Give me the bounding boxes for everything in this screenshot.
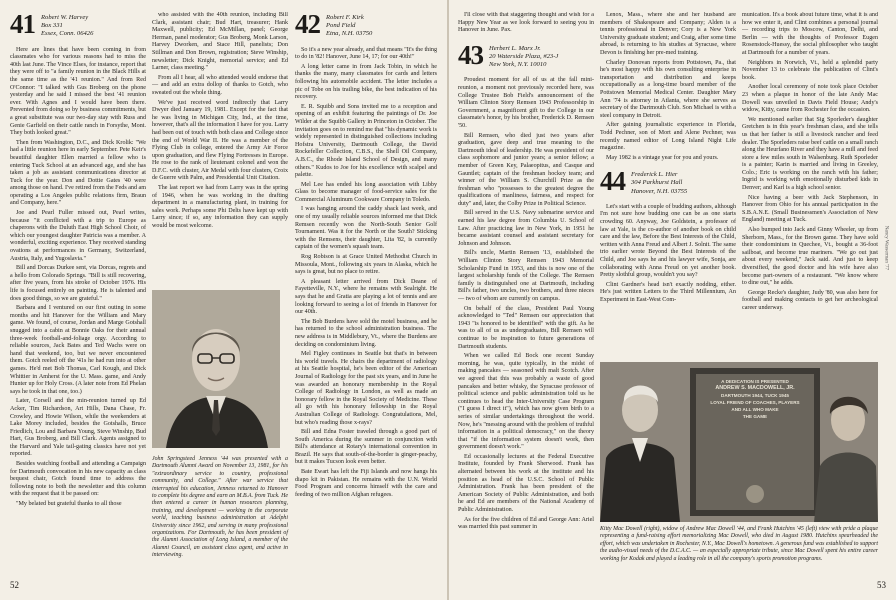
class-year-42: 42: [295, 12, 320, 39]
paragraph: "My belated but grateful thanks to all those: [16, 501, 122, 508]
paragraph: Let's start with a couple of budding authors, although I'm not sure how budding one can be as one starts crowding 60. Anyway, Joe Goldstein, a professor of law at Yale, is the co-author of another book on child care and the law, Before the Best Interests of the Child, written with Anna Freud and Albert J. Solnit. The same trio earlier wrote Beyond the Best Interests of the Child, and Joe says he and his lawyer wife, Sonja, are collaborating with Anna Freud on yet another book. Pretty slothful group, wouldn't you say?: [600, 203, 736, 279]
secretary-address-44: Frederick L. Hier 304 Parkhurst Hall Hanover, N.H. 03755: [631, 171, 688, 195]
paragraph: So it's a new year already, and that means "It's the thing to do in '82! Hanover, June 14, 17; for our 40th!": [295, 46, 437, 61]
paragraph: Later, Corsell and the min-reunion turned up Ed Acker, Tim Richardson, Art Hills, Dana Chase, Fr. Crowley, and Howie Wilson, while the weekenders at Lake Morey included, besides the Gotshalls, Bruce Friedlich, Lou and Barbara Young, Steve Winship, Bud Hart, Gus Broberg, and Bill Clark. Agents assigned to the Harvard and Yale tail-gating classics have not yet reported.: [10, 398, 146, 458]
paragraph: On behalf of the class, President Paul Young acknowledged to "Ted" Remsen our appreciation that 1943 "is honored to be identified" with the gift. As he was to all of us as undergraduates, Bill Remsen will continue to be inspiration to future generations of Dartmouth students.: [458, 305, 594, 350]
jenness-photo-caption: John Springsteed Jenness '44 was presented with a Dartmouth Alumni Award on November 13, 1981, for his "extraordinary service to country, professional community, and College." After war service that interrupted his education, Jenness returned to Hanover to complete his degree and earn an M.B.A. from Tuck. He then entered a career in human resources planning, training, and development — working in the corporate world, teaching business administration at Adelphi University since 1962, and serving in many professional organizations. For Dartmouth, he has been president of the Alumni Association of Long Island, a member of the Alumni Council, an assistant class agent, and active in interviewing.: [152, 456, 288, 559]
paragraph: I'll close with that staggering thought and wish for a Happy New Year as we look forward to seeing you in Hanover in June. Pax.: [458, 12, 594, 34]
paragraph: Nice having a beer with Jack Stephenson, in Hanover from Ohio for his annual participation in the S.B.A.N.E. (Small Businessmen's Association of New England) meeting at Tuck.: [742, 194, 878, 224]
paragraph: Here are lines that have been coming in from classmates who for various reasons had to miss the 40th last June. The Vince Elses, for instance, report that they were off to "a family reunion in the Black Hills at the same time as the '41 reunion." And from Red O'Connor: "I talked with Gus Broberg on the phone yesterday and he said I missed the best '41 reunion ever. With Agnes and I would have been there. Prevented from doing so by business commitments, but a great substitute was our two-day stay with Russ and Genie Garfield on their cattle ranch in Forsythe, Mont. They both looked great.": [10, 46, 146, 137]
paragraph: Charley Donovan reports from Pottstown, Pa., that he's most happy with his own consulting enterprise in transportation and distribution and keeps occupationally as a long-time board member of the Pottstown Memorial Medical Center. Daughter Mary Ann '74 is attorney in Atlanta, where she serves as secretary of the Dartmouth Club. Son Michael is with a steel company in Detroit.: [600, 59, 736, 119]
paragraph: A pleasant letter arrived from Dick Deane of Fayetteville, N.Y., where he remains with Sealright. He says that he and Gratia are playing a lot of tennis and are looking forward to seeing a lot of friends in Hanover for our 40th.: [295, 278, 437, 316]
paragraph: From all I hear, all who attended would endorse that — and add an extra dollop of thanks to Gotch, who sweated out the whole thing.: [152, 74, 288, 96]
paragraph: Bill and Edna Foster traveled through a good part of South America during the summer in conjunction with Bill's attendance at Rotary's international convention in Brazil. He says that south-of-the-border is ginger-peachy, but it makes Tucson look even better.: [295, 429, 437, 466]
paragraph: Bill's uncle, Martin Remsen '13, established the William Clinton Story Remsen 1943 Memorial Scholarship Fund in 1953, and this is now one of the largest scholarship funds of the College. The Remsen family is distinguished one at Dartmouth, including Bill's father, two uncles, two brothers, and three nieces — two of whom are currently on campus.: [458, 250, 594, 303]
jenness-portrait-photo: [152, 290, 280, 448]
paragraph: Besides watching football and attending a Campaign for Dartmouth convocation in his new capacity as class bequest chair, Gotch found time to address the following note to both the newsletter and this column with the request that it be passed on:: [10, 461, 146, 498]
paragraph: May 1982 is a vintage year for you and yours.: [606, 154, 719, 161]
paragraph: Proudest moment for all of us at the fall mini-reunion, a moment not previously recorded here, was College Trustee Bob Field's announcement of the William Clinton Story Remsen 1943 Professorship in Government, a magnificent gift to the College in our classmate's honor, by his brother, Frederick D. Remsen '50.: [458, 77, 594, 129]
paragraph: The last report we had from Larry was in the spring of 1946, when he was working in the drafting department in a manufacturing plant, in training for sales work. Perhaps some Phi Delts have kept up with Larry since; if so, any information they can supply would be most welcome.: [152, 185, 288, 230]
class-1944-continued-column: [742, 12, 878, 358]
paragraph: Also bumped into Jack and Ginny Wheeler, up from Sherborn, Mass., for the Brown game. They have sold their condominium in Quechee, Vt., bought a 36-foot sailboat, and become true mariners. "We go out just about every weekend," Jack said. And just to keep diversified, the good doctor and his wife have also become part-owners of a restaurant. "We know where to dine out," he adds.: [742, 227, 878, 287]
paragraph: Barbara and I ventured on our first outing in some months and hit Hanover for the William and Mary game. We found, of course, Jordan and Marge Gotshall snugged into a cabin at Bonnie Oaks for their annual three-week football-and-foliage orgy. According to reliable sources, Jack Bates and Ted Wachs were on hand that weekend, too, but we never encountered them. Gotch reeled off the '41s he had run into at other games. He'd met Bob Thomas, Carl Kough, and Dick Whittier in Amherst for the U. Mass. game, and Andy Hunter up for Holy Cross. (A later note from Ed Phelan says he took in that one, too.): [10, 305, 146, 395]
paragraph: Mel Lee has ended his long association with Libby Glass to become manager of food-service sales for the Commercial Aluminum Cookware Company in Toledo.: [295, 181, 437, 203]
paragraph: A long letter came in from Jack Tobin, in which he thanks the many, many classmates for cards and letters following his automobile accident. The letter includes a pic of Tobe on his trailing bike, the best indication of his recovery.: [295, 63, 437, 101]
page-number-right: 53: [877, 580, 886, 590]
paragraph: Bill and Dorcas Durkee sent, via Dorcas, regrets and a hello from Colorado Springs. "Bill is still recovering, after five years, from his stroke of October 1976. His life is focused entirely on painting. He is talented and does good things, so we are grateful.": [10, 265, 146, 302]
paragraph: We mentioned earlier that Sig Sporleder's daughter Gretchen is in this year's freshman class, and she tells us that her father is still a livestock rancher and feed dealer. The Sporleders raise beef cattle on a small ranch along the Heurfano River and they have a mill and feed store a few miles south in Walsenburg. Ruth Sporleder is a painter; Karin is married and living in Greeley, Colo.; Eric is working on the ranch with his father; Ingrid is working with emotionally disturbed kids in Denver; and Karl is a high school senior.: [742, 116, 878, 192]
plaque-dedication-photo: [600, 362, 878, 522]
spine-gutter: [447, 0, 449, 600]
class-year-44: 44: [600, 166, 625, 197]
paragraph: Bill served in the U.S. Navy submarine service and earned his law degree from Columbia U. School of Law. After practicing law in New York, in 1951 he became assistant counsel and assistant secretary for Johnson and Johnson.: [458, 210, 594, 247]
class-1943-column: [458, 12, 594, 582]
class-year-43: 43: [458, 39, 483, 70]
paragraph: George Recke's daughter, Judy '80, was also here for football and making contacts to get her archeological career underway.: [742, 289, 878, 311]
paragraph: As for the five children of Ed and George Ann: Ariel was married this past summer in: [458, 516, 594, 531]
portrait-image: [152, 290, 280, 448]
class-1944-column: [600, 12, 736, 362]
paragraph: Ed occasionally lectures at the Federal Executive Institute, founded by Frank Sherwood. Frank has alternated between his work at the institute and his position as head of the U.S.C. School of Public Administration. Frank has been president of the American Society of Public Administration, and both he and Ed are members of the National Academy of Public Administration.: [458, 453, 594, 514]
paragraph: Mel Figley continues in Seattle but that's in between his world travels. He chairs the department of radiology at his Seattle hospital, he's been editor of the American Journal of Radiology for the past six years, and in June he was awarded an honorary membership in the Royal College of Radiology in London, as well as made an honorary fellow in the Royal Society of Medicine. These all go with his honorary fellowship in the Royal Australian College of Radiology. Congratulations, Mel, but who's reading those x-rays?: [295, 351, 437, 426]
paragraph: After gaining journalistic experience in Florida, Todd Pechner, son of Mort and Alene Pechner, was recently named editor of Long Island Night Life magazine.: [600, 122, 736, 152]
paragraph: Lenox, Mass., where she and her husband are members of Shakespeare and Company; Alden is a tennis professional in Denver; Cory is a New York University graduate student; and Craig, after some time abroad, is returning to his studies at Syracuse, where Devon is finishing her pre-med training.: [600, 12, 736, 56]
secretary-address-41: Robert W. Harvey Box 331 Essex, Conn. 06426: [41, 14, 94, 38]
plaque-inscription: A DEDICATION IS PRESENTED ANDREW S. MACDOWELL, JR. DARTMOUTH 1944, TUCK 1945 LOYAL FRIEND OF COACHES, PLAYERS AND ALL WHO MAKE THE GAME: [710, 379, 800, 419]
paragraph: We've just received word indirectly that Larry Dwyer died January 19, 1981. Except for the fact that he was living in Michigan City, Ind., at the time, however, that's all the information I have for you. Larry had been out of touch with both class and College since the end of World War II. He was a member of the Flying Club in college, entered the Army Air Force upon graduation, and flew Flying Fortresses in Europe. He rose to the rank of lieutenant colonel and won the D.F.C. with cluster, Air Medal with four clusters, Croix de Guerre with Palm, and Presidential Unit Citation.: [152, 99, 288, 182]
paragraph: The Bob Burdens have sold the motel business, and he has returned to the school administration business. The new address is in Middlebury, Vt., where the Burdens are deciding on condominium living.: [295, 318, 437, 348]
paragraph: Bate Ewart has left the Fiji Islands and now hangs his diapo kit in Pakistan. He remains with the U.N. World Food Program and concerns himself with the care and feeding of two million Afghan refugees.: [295, 469, 437, 498]
paragraph: Neighbors in Norwich, Vt., held a splendid party November 13 to celebrate the publication of Clint's book.: [742, 59, 878, 81]
photo-credit: Nancy Wasserman '77: [883, 225, 888, 270]
class-year-41: 41: [10, 12, 35, 39]
class-1941-continued-column: [152, 12, 288, 280]
plaque-photo-caption: Kitty Mac Dowell (right), widow of Andrew Mac Dowell '44, and Frank Hutchins '45 (left) view with pride a plaque representing a fund-raising effort memorializing Mac Dowell, who died in August 1980. Hutchins spearheaded the effort, which was undertaken in Rochester, N.Y., Mac Dowell's hometown. A generous fund was established to support the audio-visual needs of the D.C.A.C. — an especially appropriate tribute, since Mac Dowell spent his entire career working for Kodak and played a leading role in all the company's sports promotion programs.: [600, 526, 878, 562]
paragraph: Bill Remsen, who died just two years after graduation, gave deep and true meaning to the Dartmouth ideal of leadership. He was president of our class sophomore and junior years; a senior fellow; a member of Green Key, Palaeopitus, and Casque and Gauntlet; captain of the freshman hockey team; and winner of the William S. Churchill Prize as the freshman who "possesses to the greatest degree the qualifications of manliness, fairness, and respect for duty" and, later, the Colby Prize in Political Science.: [458, 132, 594, 207]
page-number-left: 52: [10, 580, 19, 590]
paragraph: E. R. Squibb and Sons invited me to a reception and opening of an exhibit featuring the paintings of Dr. Joe Wilder at the Squibb Gallery in Princeton in October. The invitation goes on to remind me that "his dynamic work is widely represented in distinguished collections including Hofstra University, Dartmouth College, the David Rockefeller Collection, C.B.S., the Shell Oil Company, A.B.C., the Rhode Island School of Design, and many others." Kudos to Joe for his excellence with scalpel and palette.: [295, 103, 437, 179]
paragraph: Another local ceremony of note took place October 23 when a plaque in honor of the late Andy Mac Dowell was unveiled in Davis Field House; Andy's widow, Kitty, came from Rochester for the occasion.: [742, 84, 878, 114]
paragraph: Clint Gardner's head isn't exactly nodding, either. He's just written Letters to the Third Millennium, An Experiment in East-West Com-: [600, 281, 736, 304]
class-1942-column: [295, 12, 437, 582]
secretary-address-42: Robert F. Kirk Pond Field Etna, N.H. 03750: [326, 14, 373, 38]
paragraph: I was hanging around the caddy shack last week, and one of my usually reliable sources informed me that Dick Remsen recently won the North-South Senior Golf Tournament. Was it for the North or the South? Sticking with the Remsens, their daughter, Lita '82, is currently captain of the women's squash team.: [295, 206, 437, 251]
paragraph: munication. It's a book about future time, what it is and how we enter it, and Clint combines a personal journal — recording trips to Moscow, Canton, Delhi, and Berlin — with the thoughts of Professor Eugen Rosenstock-Huessy, the social philosopher who taught at Dartmouth for a number of years.: [742, 12, 878, 56]
paragraph: who assisted with the 40th reunion, including Bill Clark, assistant chair; Bud Hart, treasurer; Hank Maxwell, publicity; Ed McMillan, panel; George Herman, panel moderator; Gus Broberg, Monk Larson, Harvey Dworken, and Stace Hill, panelists; Don Stillman and Don Brown, registration; Steve Winship, newsletter; Dick Knight, memorial service; and Ed Larner, class meeting.": [152, 12, 288, 72]
paragraph: When we called Ed Bock one recent Sunday morning, he was, quite typically, in the midst of making pancakes — seasoned with malt Scotch. After we agreed that this was probably a waste of good pancakes and better whisky, the Syracuse professor of political science and public administration told us he continues to head the Inter-University Case Program ("I guess I direct it"), which has now given birth to a series of similar undertakings throughout the world. Now, he's "messing around with the problem of truthful information in a political democracy," on the theory that "if the information system doesn't work, then government doesn't work.": [458, 353, 594, 451]
paragraph: Rog Robison is at Grace United Methodist Church in Missoula, Mont., following six years in Alaska, which he says is great, but no place to retire.: [295, 254, 437, 276]
paragraph: Joe and Pearl Fuller missed out, Pearl writes, because "it conflicted with a trip to Europe as chaperons with the Duluth East High School Choir, of which our youngest daughter Patricia was a member. A wonderful, exciting experience. They received standing ovations at performances in Germany, Switzerland, Austria, Italy, and Yugoslavia.": [10, 210, 146, 262]
class-1941-column: [10, 12, 146, 582]
secretary-address-43: Herbert L. Marx Jr. 20 Waterside Plaza, #23-J New York, N.Y. 10010: [489, 44, 559, 69]
paragraph: Then from Washington, D.C., and Dick Krolik: "We had a little reunion here in early September. Pete Keir's beautiful daughter Ellen married a fellow who is entering Tuck School at an advanced age, and she has taken a job as assistant communications director at Tuck for the year. Don and Dottie Gates '40 were among those on hand. I've retired from the Feds and am operating a Los Angeles public relations firm, Braun and Company, here.": [10, 139, 146, 207]
